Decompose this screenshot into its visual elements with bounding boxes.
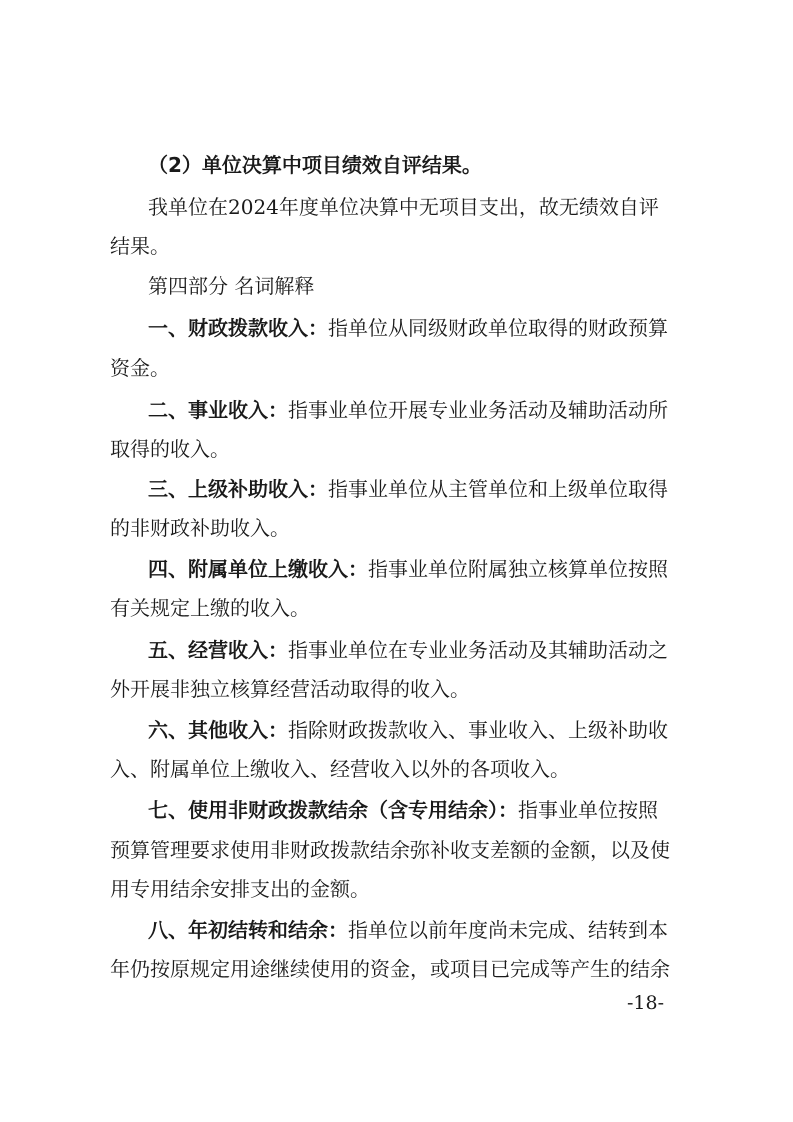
section-body-line: 我单位在2024年度单位决算中无项目支出，故无绩效自评 [148, 195, 659, 219]
term-label: 二、事业收入： [148, 398, 288, 422]
term-label: 五、经营收入： [148, 638, 288, 662]
term-paragraph-line [148, 916, 668, 944]
term-label: 七、使用非财政拨款结余（含专用结余）： [148, 798, 518, 822]
part-title: 第四部分 名词解释 [148, 274, 315, 298]
term-definition: 取得的收入。 [110, 437, 230, 461]
term-definition: 年仍按原规定用途继续使用的资金，或项目已完成等产生的结余 [110, 957, 670, 981]
term-label: 三、上级补助收入： [148, 477, 328, 501]
term-definition: 用专用结余安排支出的金额。 [110, 877, 370, 901]
term-definition: 外开展非独立核算经营活动取得的收入。 [110, 677, 470, 701]
term-paragraph-line [148, 396, 668, 424]
section-body-line: 结果。 [110, 234, 170, 258]
term-label: 六、其他收入： [148, 718, 288, 742]
term-paragraph-line [148, 555, 668, 583]
term-paragraph-line [148, 314, 668, 342]
term-definition: 资金。 [110, 356, 170, 380]
term-definition: 指除财政拨款收入、事业收入、上级补助收 [288, 718, 668, 742]
term-definition: 指事业单位按照 [518, 798, 658, 822]
term-definition: 有关规定上缴的收入。 [110, 596, 310, 620]
term-definition: 指事业单位在专业业务活动及其辅助活动之 [288, 638, 668, 662]
term-paragraph-line [148, 716, 668, 744]
term-definition: 指事业单位从主管单位和上级单位取得 [328, 477, 668, 501]
term-label: 八、年初结转和结余： [148, 918, 348, 942]
term-label: 一、财政拨款收入： [148, 316, 328, 340]
term-label: 四、附属单位上缴收入： [148, 557, 368, 581]
term-definition: 指事业单位开展专业业务活动及辅助活动所 [288, 398, 668, 422]
page-number: -18- [627, 992, 665, 1014]
term-definition: 指事业单位附属独立核算单位按照 [368, 557, 668, 581]
section-heading: （2）单位决算中项目绩效自评结果。 [148, 153, 482, 177]
term-paragraph-line [148, 636, 668, 664]
term-definition: 指单位从同级财政单位取得的财政预算 [328, 316, 668, 340]
term-paragraph-line [148, 796, 658, 824]
term-definition: 的非财政补助收入。 [110, 516, 290, 540]
term-paragraph-line [148, 475, 668, 503]
term-definition: 指单位以前年度尚未完成、结转到本 [348, 918, 668, 942]
term-definition: 入、附属单位上缴收入、经营收入以外的各项收入。 [110, 757, 570, 781]
term-definition: 预算管理要求使用非财政拨款结余弥补收支差额的金额，以及使 [110, 838, 670, 862]
